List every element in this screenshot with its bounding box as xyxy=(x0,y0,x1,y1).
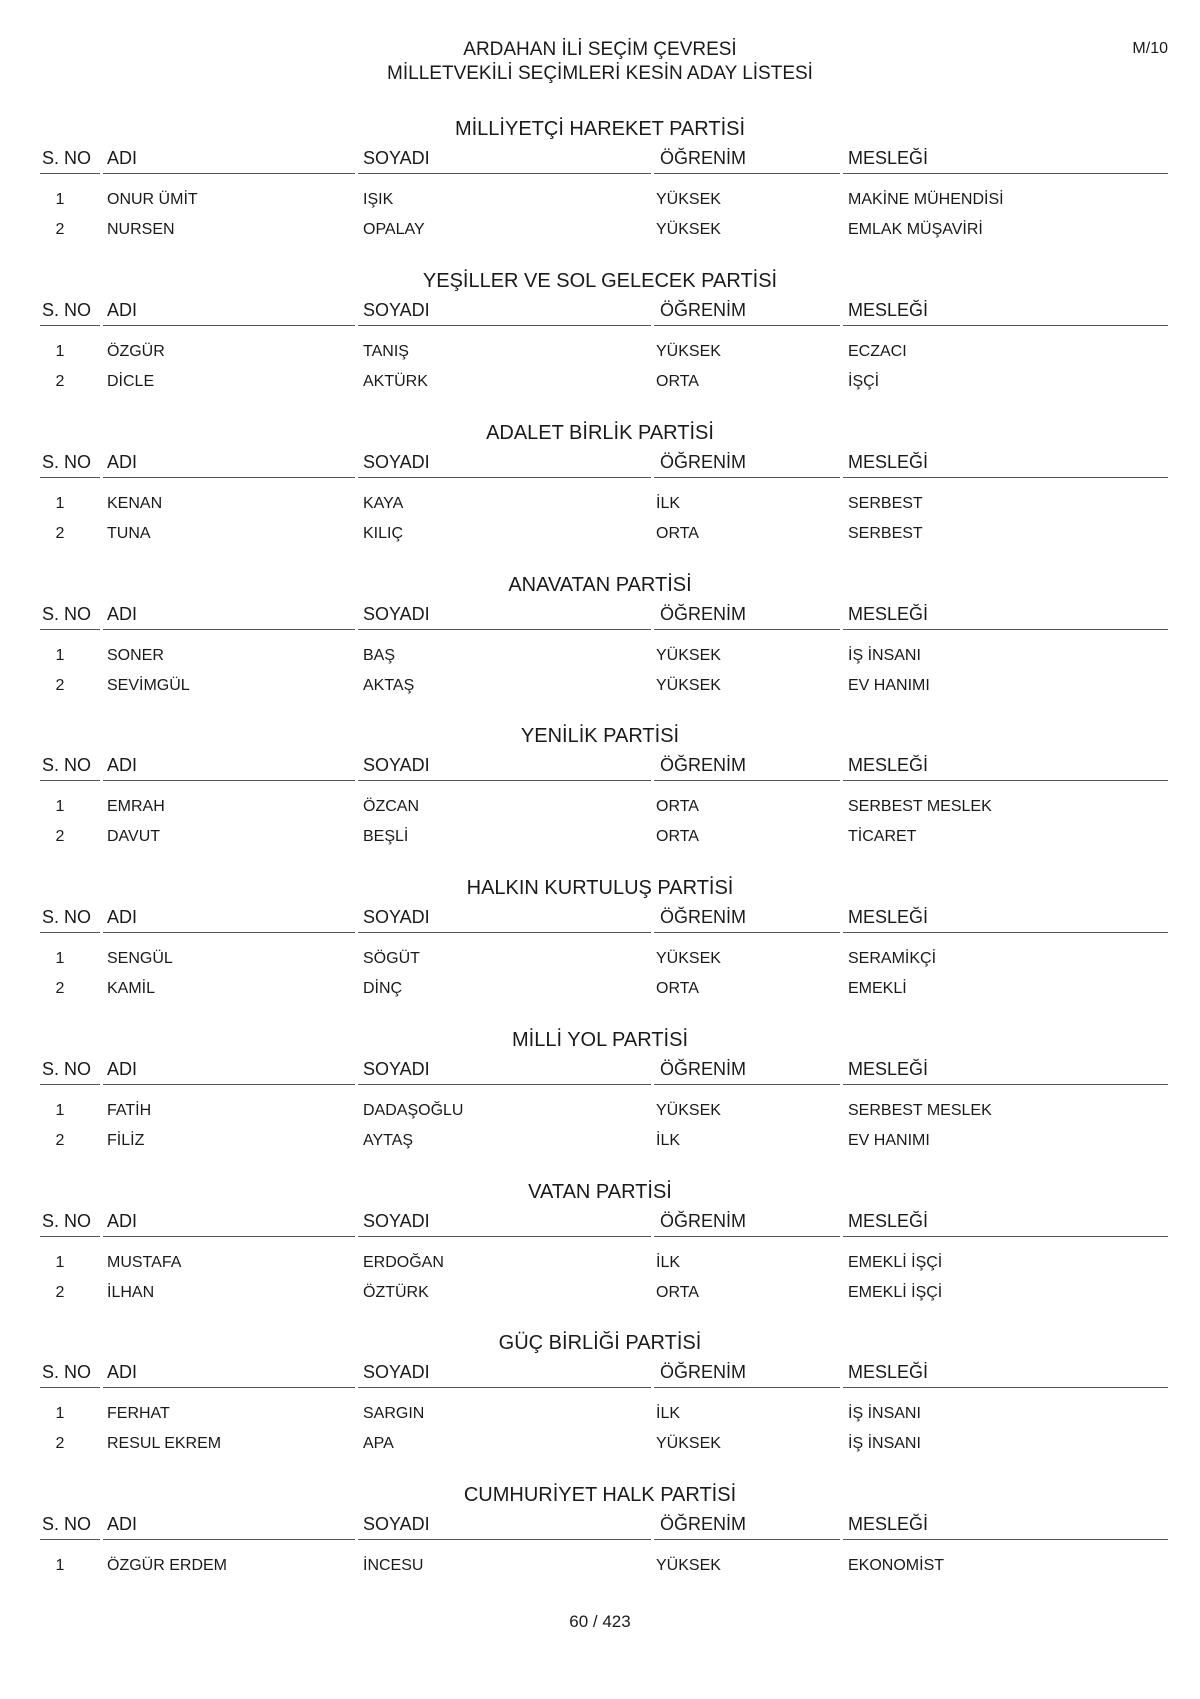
column-header-no: S. NO xyxy=(42,300,92,320)
document-header xyxy=(0,38,1200,86)
column-header-soyadi: SOYADI xyxy=(363,1362,430,1382)
header-underline xyxy=(654,932,840,933)
cell-no: 2 xyxy=(55,1284,65,1301)
header-underline xyxy=(358,325,651,326)
cell-meslegi: SERAMİKÇİ xyxy=(848,950,937,967)
cell-soyadi: DİNÇ xyxy=(363,980,403,997)
cell-meslegi: MAKİNE MÜHENDİSİ xyxy=(848,191,1004,208)
column-header-adi: ADI xyxy=(107,1514,138,1534)
cell-ogrenim: YÜKSEK xyxy=(656,1557,721,1574)
cell-adi: DAVUT xyxy=(107,828,161,845)
cell-adi: NURSEN xyxy=(107,221,175,238)
cell-no: 2 xyxy=(55,1132,65,1149)
column-header-ogrenim: ÖĞRENİM xyxy=(660,1059,747,1079)
header-underline xyxy=(654,477,840,478)
column-header-meslegi: MESLEĞİ xyxy=(848,1362,929,1382)
document-code: M/10 xyxy=(1132,40,1168,57)
header-underline xyxy=(358,1387,651,1388)
header-underline xyxy=(40,1387,100,1388)
cell-no: 1 xyxy=(55,647,65,664)
cell-meslegi: İŞ İNSANI xyxy=(848,1435,921,1452)
cell-meslegi: EMLAK MÜŞAVİRİ xyxy=(848,221,983,238)
header-underline xyxy=(843,477,1168,478)
cell-no: 1 xyxy=(55,343,65,360)
cell-adi: MUSTAFA xyxy=(107,1254,182,1271)
cell-soyadi: SARGIN xyxy=(363,1405,425,1422)
cell-ogrenim: ORTA xyxy=(656,1284,699,1301)
column-header-ogrenim: ÖĞRENİM xyxy=(660,604,747,624)
header-underline xyxy=(40,780,100,781)
column-header-adi: ADI xyxy=(107,1211,138,1231)
column-header-soyadi: SOYADI xyxy=(363,907,430,927)
header-underline xyxy=(843,1236,1168,1237)
column-header-soyadi: SOYADI xyxy=(363,1059,430,1079)
header-underline xyxy=(654,629,840,630)
header-underline xyxy=(843,1084,1168,1085)
cell-soyadi: SÖGÜT xyxy=(363,950,420,967)
cell-adi: EMRAH xyxy=(107,798,165,815)
cell-soyadi: APA xyxy=(363,1435,394,1452)
column-header-meslegi: MESLEĞİ xyxy=(848,1059,929,1079)
cell-soyadi: DADAŞOĞLU xyxy=(363,1102,464,1119)
header-underline xyxy=(843,780,1168,781)
column-header-meslegi: MESLEĞİ xyxy=(848,604,929,624)
cell-soyadi: AKTAŞ xyxy=(363,677,415,694)
header-underline xyxy=(40,1539,100,1540)
cell-no: 1 xyxy=(55,798,65,815)
header-underline xyxy=(654,1387,840,1388)
cell-no: 1 xyxy=(55,495,65,512)
cell-soyadi: BEŞLİ xyxy=(363,828,409,845)
cell-soyadi: AYTAŞ xyxy=(363,1132,414,1149)
header-underline xyxy=(358,780,651,781)
column-header-no: S. NO xyxy=(42,1362,92,1382)
column-header-adi: ADI xyxy=(107,148,138,168)
cell-no: 1 xyxy=(55,1405,65,1422)
party-title: YEŞİLLER VE SOL GELECEK PARTİSİ xyxy=(422,270,778,292)
cell-soyadi: IŞIK xyxy=(363,191,394,208)
cell-soyadi: BAŞ xyxy=(363,647,396,664)
column-header-meslegi: MESLEĞİ xyxy=(848,755,929,775)
cell-meslegi: EMEKLİ İŞÇİ xyxy=(848,1284,943,1301)
cell-ogrenim: ORTA xyxy=(656,980,699,997)
header-underline xyxy=(40,1084,100,1085)
cell-adi: İLHAN xyxy=(107,1284,155,1301)
cell-adi: KENAN xyxy=(107,495,163,512)
column-header-no: S. NO xyxy=(42,907,92,927)
cell-adi: FERHAT xyxy=(107,1405,170,1422)
column-header-no: S. NO xyxy=(42,1211,92,1231)
party-title: HALKIN KURTULUŞ PARTİSİ xyxy=(466,877,734,899)
header-underline xyxy=(358,173,651,174)
cell-soyadi: ÖZCAN xyxy=(363,798,419,815)
party-title: MİLLİ YOL PARTİSİ xyxy=(512,1029,688,1051)
cell-adi: ONUR ÜMİT xyxy=(107,191,198,208)
column-header-soyadi: SOYADI xyxy=(363,755,430,775)
header-underline xyxy=(358,1236,651,1237)
header-underline xyxy=(654,1539,840,1540)
cell-no: 2 xyxy=(55,980,65,997)
cell-adi: SEVİMGÜL xyxy=(107,677,190,694)
column-header-ogrenim: ÖĞRENİM xyxy=(660,452,747,472)
cell-ogrenim: YÜKSEK xyxy=(656,343,721,360)
header-underline xyxy=(843,325,1168,326)
cell-meslegi: EV HANIMI xyxy=(848,1132,930,1149)
column-header-soyadi: SOYADI xyxy=(363,148,430,168)
party-title: GÜÇ BİRLİĞİ PARTİSİ xyxy=(498,1332,702,1354)
cell-adi: FATİH xyxy=(107,1102,152,1119)
cell-adi: DİCLE xyxy=(107,373,155,390)
cell-no: 2 xyxy=(55,828,65,845)
cell-meslegi: SERBEST xyxy=(848,525,923,542)
column-header-ogrenim: ÖĞRENİM xyxy=(660,755,747,775)
cell-no: 1 xyxy=(55,1254,65,1271)
column-header-soyadi: SOYADI xyxy=(363,1514,430,1534)
column-header-no: S. NO xyxy=(42,148,92,168)
cell-ogrenim: YÜKSEK xyxy=(656,677,721,694)
column-header-no: S. NO xyxy=(42,452,92,472)
cell-no: 1 xyxy=(55,1102,65,1119)
cell-ogrenim: İLK xyxy=(656,1132,681,1149)
party-title: YENİLİK PARTİSİ xyxy=(520,725,680,747)
cell-ogrenim: YÜKSEK xyxy=(656,647,721,664)
column-header-no: S. NO xyxy=(42,1059,92,1079)
page-number: 60 / 423 xyxy=(569,1612,631,1631)
column-header-adi: ADI xyxy=(107,604,138,624)
cell-meslegi: İŞÇİ xyxy=(848,373,880,390)
cell-soyadi: İNCESU xyxy=(363,1557,424,1574)
header-underline xyxy=(103,1084,355,1085)
column-header-adi: ADI xyxy=(107,1362,138,1382)
header-underline xyxy=(103,1539,355,1540)
header-underline xyxy=(103,325,355,326)
column-header-soyadi: SOYADI xyxy=(363,604,430,624)
column-header-soyadi: SOYADI xyxy=(363,1211,430,1231)
header-underline xyxy=(654,1084,840,1085)
cell-no: 2 xyxy=(55,373,65,390)
cell-meslegi: EMEKLİ xyxy=(848,980,907,997)
header-underline xyxy=(103,932,355,933)
cell-meslegi: EKONOMİST xyxy=(848,1557,945,1574)
header-underline xyxy=(843,1539,1168,1540)
cell-no: 2 xyxy=(55,221,65,238)
column-header-meslegi: MESLEĞİ xyxy=(848,907,929,927)
header-underline xyxy=(103,1387,355,1388)
cell-no: 1 xyxy=(55,191,65,208)
cell-no: 2 xyxy=(55,1435,65,1452)
header-underline xyxy=(103,1236,355,1237)
header-underline xyxy=(40,932,100,933)
cell-no: 2 xyxy=(55,525,65,542)
cell-ogrenim: YÜKSEK xyxy=(656,950,721,967)
column-header-ogrenim: ÖĞRENİM xyxy=(660,1514,747,1534)
cell-ogrenim: İLK xyxy=(656,1254,681,1271)
cell-meslegi: SERBEST xyxy=(848,495,923,512)
column-header-adi: ADI xyxy=(107,1059,138,1079)
column-header-no: S. NO xyxy=(42,1514,92,1534)
column-header-ogrenim: ÖĞRENİM xyxy=(660,148,747,168)
cell-ogrenim: ORTA xyxy=(656,373,699,390)
cell-meslegi: TİCARET xyxy=(848,828,917,845)
cell-meslegi: SERBEST MESLEK xyxy=(848,798,992,815)
party-title: CUMHURİYET HALK PARTİSİ xyxy=(463,1484,737,1506)
document-title-line2: MİLLETVEKİLİ SEÇİMLERİ KESİN ADAY LİSTESİ xyxy=(387,63,813,84)
header-underline xyxy=(358,1084,651,1085)
header-underline xyxy=(843,629,1168,630)
cell-no: 1 xyxy=(55,950,65,967)
party-title: ANAVATAN PARTİSİ xyxy=(508,574,692,596)
column-header-soyadi: SOYADI xyxy=(363,452,430,472)
cell-adi: FİLİZ xyxy=(107,1132,145,1149)
cell-soyadi: ÖZTÜRK xyxy=(363,1284,429,1301)
header-underline xyxy=(40,477,100,478)
cell-adi: TUNA xyxy=(107,525,151,542)
header-underline xyxy=(843,1387,1168,1388)
party-title: VATAN PARTİSİ xyxy=(528,1181,672,1203)
header-underline xyxy=(103,477,355,478)
cell-no: 1 xyxy=(55,1557,65,1574)
cell-ogrenim: YÜKSEK xyxy=(656,191,721,208)
column-header-meslegi: MESLEĞİ xyxy=(848,300,929,320)
column-header-meslegi: MESLEĞİ xyxy=(848,1211,929,1231)
header-underline xyxy=(103,629,355,630)
column-header-meslegi: MESLEĞİ xyxy=(848,1514,929,1534)
cell-ogrenim: ORTA xyxy=(656,525,699,542)
cell-adi: ÖZGÜR xyxy=(107,343,165,360)
column-header-soyadi: SOYADI xyxy=(363,300,430,320)
cell-meslegi: İŞ İNSANI xyxy=(848,1405,921,1422)
cell-ogrenim: İLK xyxy=(656,495,681,512)
header-underline xyxy=(103,173,355,174)
cell-soyadi: OPALAY xyxy=(363,221,425,238)
header-underline xyxy=(358,629,651,630)
cell-ogrenim: ORTA xyxy=(656,798,699,815)
header-underline xyxy=(40,173,100,174)
cell-soyadi: KAYA xyxy=(363,495,404,512)
cell-soyadi: KILIÇ xyxy=(363,525,404,542)
cell-ogrenim: İLK xyxy=(656,1405,681,1422)
cell-meslegi: ECZACI xyxy=(848,343,907,360)
cell-adi: SENGÜL xyxy=(107,950,173,967)
header-underline xyxy=(654,1236,840,1237)
header-underline xyxy=(40,1236,100,1237)
column-header-adi: ADI xyxy=(107,452,138,472)
document-title-line1: ARDAHAN İLİ SEÇİM ÇEVRESİ xyxy=(463,39,737,60)
column-header-meslegi: MESLEĞİ xyxy=(848,148,929,168)
header-underline xyxy=(843,932,1168,933)
column-header-ogrenim: ÖĞRENİM xyxy=(660,907,747,927)
cell-adi: KAMİL xyxy=(107,980,156,997)
cell-soyadi: TANIŞ xyxy=(363,343,409,360)
header-underline xyxy=(40,629,100,630)
header-underline xyxy=(40,325,100,326)
column-header-ogrenim: ÖĞRENİM xyxy=(660,1211,747,1231)
column-header-ogrenim: ÖĞRENİM xyxy=(660,1362,747,1382)
header-underline xyxy=(654,173,840,174)
column-header-ogrenim: ÖĞRENİM xyxy=(660,300,747,320)
cell-meslegi: SERBEST MESLEK xyxy=(848,1102,992,1119)
cell-ogrenim: YÜKSEK xyxy=(656,221,721,238)
cell-ogrenim: YÜKSEK xyxy=(656,1435,721,1452)
column-header-no: S. NO xyxy=(42,755,92,775)
cell-meslegi: İŞ İNSANI xyxy=(848,647,921,664)
cell-meslegi: EMEKLİ İŞÇİ xyxy=(848,1254,943,1271)
cell-adi: ÖZGÜR ERDEM xyxy=(107,1557,227,1574)
header-underline xyxy=(843,173,1168,174)
party-title: MİLLİYETÇİ HAREKET PARTİSİ xyxy=(454,118,746,140)
column-header-adi: ADI xyxy=(107,755,138,775)
column-header-adi: ADI xyxy=(107,907,138,927)
header-underline xyxy=(103,780,355,781)
cell-adi: SONER xyxy=(107,647,164,664)
cell-ogrenim: YÜKSEK xyxy=(656,1102,721,1119)
cell-soyadi: ERDOĞAN xyxy=(363,1254,444,1271)
party-title: ADALET BİRLİK PARTİSİ xyxy=(486,422,714,444)
column-header-adi: ADI xyxy=(107,300,138,320)
cell-ogrenim: ORTA xyxy=(656,828,699,845)
cell-no: 2 xyxy=(55,677,65,694)
header-underline xyxy=(358,477,651,478)
column-header-no: S. NO xyxy=(42,604,92,624)
header-underline xyxy=(358,932,651,933)
header-underline xyxy=(654,780,840,781)
cell-adi: RESUL EKREM xyxy=(107,1435,222,1452)
header-underline xyxy=(654,325,840,326)
cell-meslegi: EV HANIMI xyxy=(848,677,930,694)
column-header-meslegi: MESLEĞİ xyxy=(848,452,929,472)
cell-soyadi: AKTÜRK xyxy=(363,373,428,390)
header-underline xyxy=(358,1539,651,1540)
